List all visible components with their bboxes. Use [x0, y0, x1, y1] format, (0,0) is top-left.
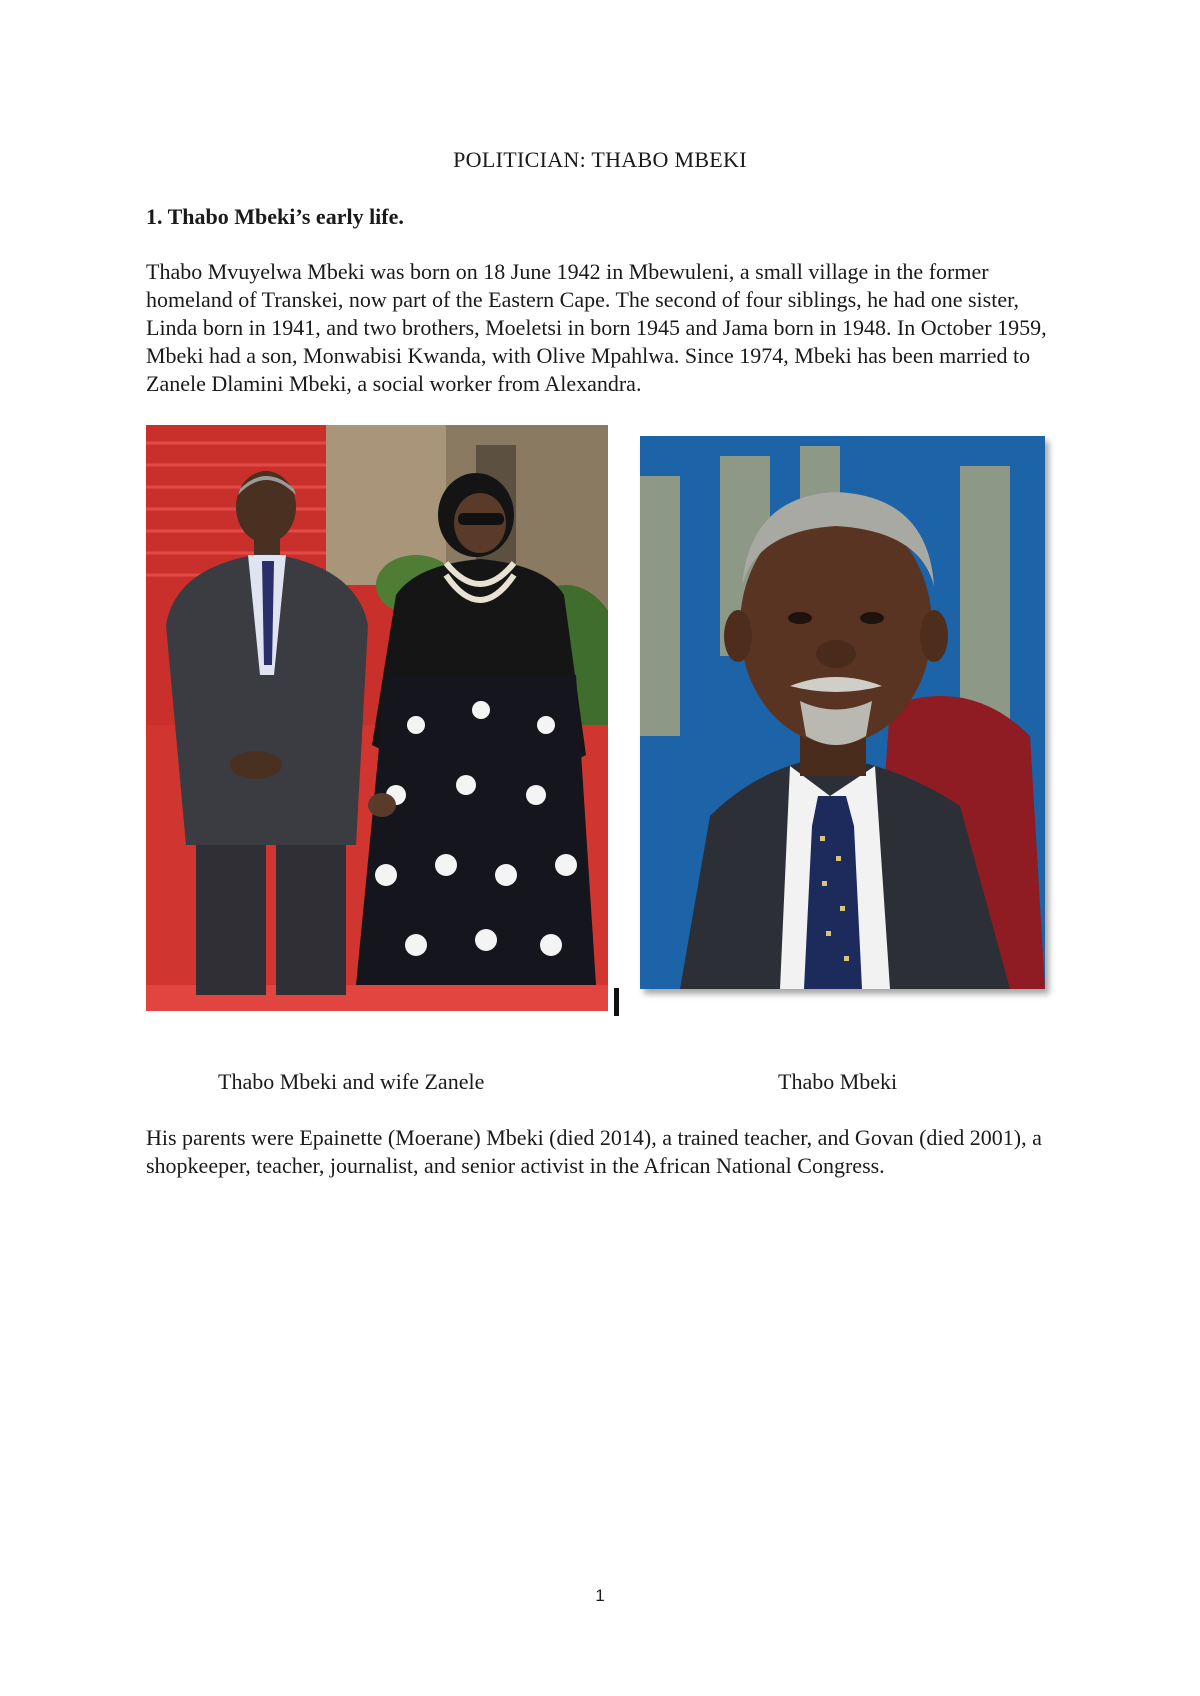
page-number: 1: [595, 1586, 605, 1605]
document-title: POLITICIAN: THABO MBEKI: [453, 147, 747, 172]
section-heading: 1. Thabo Mbeki’s early life.: [146, 204, 404, 229]
caption-portrait-photo: Thabo Mbeki: [778, 1069, 898, 1094]
paragraph-early-life: Thabo Mvuyelwa Mbeki was born on 18 June 1942 in Mbewuleni, a small village in the former homeland of Transkei, now part of the Eastern Cape. The second of four siblings, he had one sister, Linda born in 1941, and two brothers, Moeletsi in born 1945 and Jama born in 1948. In October 1959, Mbeki had a son, Monwabisi Kwanda, with Olive Mpahlwa. Since 1974, Mbeki has been married to Zanele Dlamini Mbeki, a social worker from Alexandra.: [146, 259, 1047, 396]
photo-mbeki-portrait: [640, 436, 1045, 989]
paragraph-parents: His parents were Epainette (Moerane) Mbeki (died 2014), a trained teacher, and Govan (died 2001), a shopkeeper, teacher, journalist, and senior activist in the African National Congress.: [146, 1125, 1042, 1178]
photo-mbeki-and-wife: [146, 425, 608, 1011]
caption-couple-photo: Thabo Mbeki and wife Zanele: [218, 1069, 485, 1094]
text-cursor-mark: [614, 988, 619, 1016]
